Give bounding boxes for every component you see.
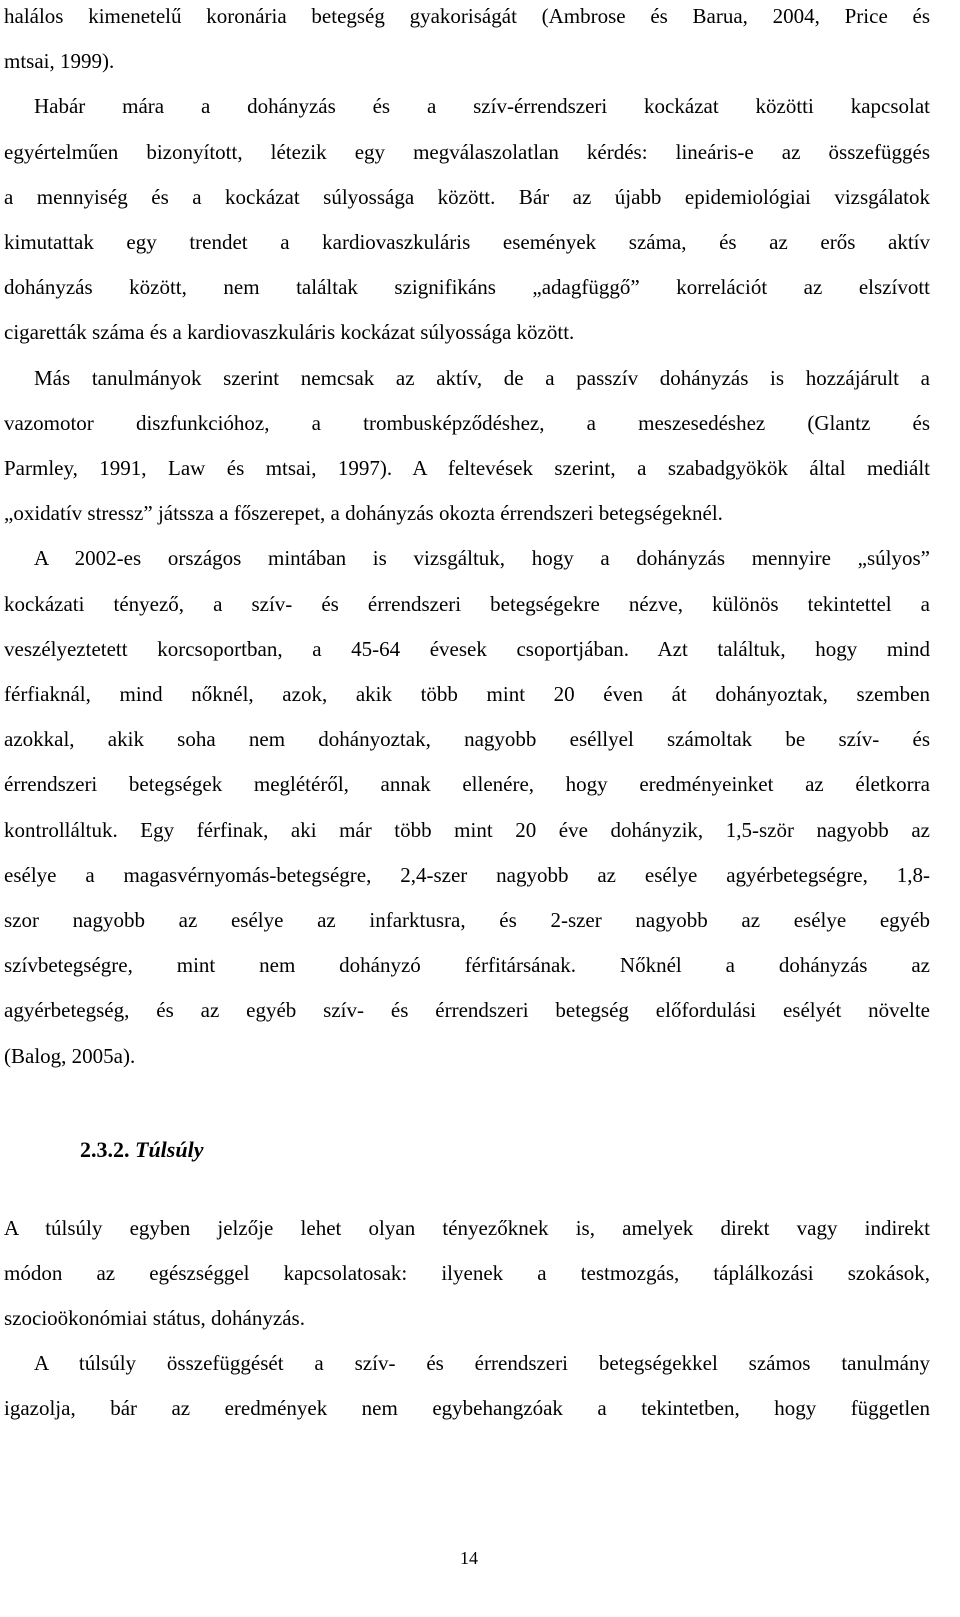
text-line: agyérbetegség, és az egyéb szív- és érrendszeri betegség előfordulási esélyét növelte [4,998,930,1022]
page-number: 14 [460,1548,478,1568]
text-line: mtsai, 1999). [4,49,115,73]
text-line: érrendszeri betegségek meglétéről, annak ellenére, hogy eredményeinket az életkorra [4,772,930,796]
text-line: Habár mára a dohányzás és a szív-érrendszeri kockázat közötti kapcsolat [34,94,930,118]
text-line: A túlsúly összefüggését a szív- és érrendszeri betegségekkel számos tanulmány [34,1351,930,1375]
text-line: szocioökonómiai státus, dohányzás. [4,1306,305,1330]
text-line: esélye a magasvérnyomás-betegségre, 2,4-szer nagyobb az esélye agyérbetegségre, 1,8- [4,863,930,887]
text-line: azokkal, akik soha nem dohányoztak, nagyobb eséllyel számoltak be szív- és [4,727,930,751]
section-number: 2.3.2. [80,1137,130,1162]
text-line: Parmley, 1991, Law és mtsai, 1997). A feltevések szerint, a szabadgyökök által mediált [4,456,930,480]
text-line: veszélyeztetett korcsoportban, a 45-64 évesek csoportjában. Azt találtuk, hogy mind [4,637,930,661]
text-line: szor nagyobb az esélye az infarktusra, és 2-szer nagyobb az esélye egyéb [4,908,930,932]
text-line: férfiaknál, mind nőknél, azok, akik több mint 20 éven át dohányoztak, szemben [4,682,930,706]
text-line: igazolja, bár az eredmények nem egybehangzóak a tekintetben, hogy független [4,1396,930,1420]
text-line: kontrolláltuk. Egy férfinak, aki már több mint 20 éve dohányzik, 1,5-ször nagyobb az [4,818,930,842]
text-line: a mennyiség és a kockázat súlyossága között. Bár az újabb epidemiológiai vizsgálatok [4,185,930,209]
text-line: kimutattak egy trendet a kardiovaszkuláris események száma, és az erős aktív [4,230,930,254]
section-title: Túlsúly [135,1137,204,1162]
text-line: halálos kimenetelű koronária betegség gyakoriságát (Ambrose és Barua, 2004, Price és [4,4,930,28]
text-line: (Balog, 2005a). [4,1044,136,1068]
section-heading [80,1137,203,1163]
text-line: egyértelműen bizonyított, létezik egy megválaszolatlan kérdés: lineáris-e az összefüggés [4,140,930,164]
text-line: „oxidatív stressz” játssza a főszerepet, a dohányzás okozta érrendszeri betegségeknél. [4,501,723,525]
text-line: módon az egészséggel kapcsolatosak: ilyenek a testmozgás, táplálkozási szokások, [4,1261,930,1285]
text-line: A 2002-es országos mintában is vizsgáltuk, hogy a dohányzás mennyire „súlyos” [34,546,930,570]
text-line: dohányzás között, nem találtak szignifikáns „adagfüggő” korrelációt az elszívott [4,275,930,299]
text-line: Más tanulmányok szerint nemcsak az aktív, de a passzív dohányzás is hozzájárult a [34,366,930,390]
text-line: cigaretták száma és a kardiovaszkuláris kockázat súlyossága között. [4,320,575,344]
text-line: vazomotor diszfunkcióhoz, a trombusképződéshez, a meszesedéshez (Glantz és [4,411,930,435]
text-line: kockázati tényező, a szív- és érrendszeri betegségekre nézve, különös tekintettel a [4,592,930,616]
text-line: A túlsúly egyben jelzője lehet olyan tényezőknek is, amelyek direkt vagy indirekt [4,1216,930,1240]
text-line: szívbetegségre, mint nem dohányzó férfitársának. Nőknél a dohányzás az [4,953,930,977]
